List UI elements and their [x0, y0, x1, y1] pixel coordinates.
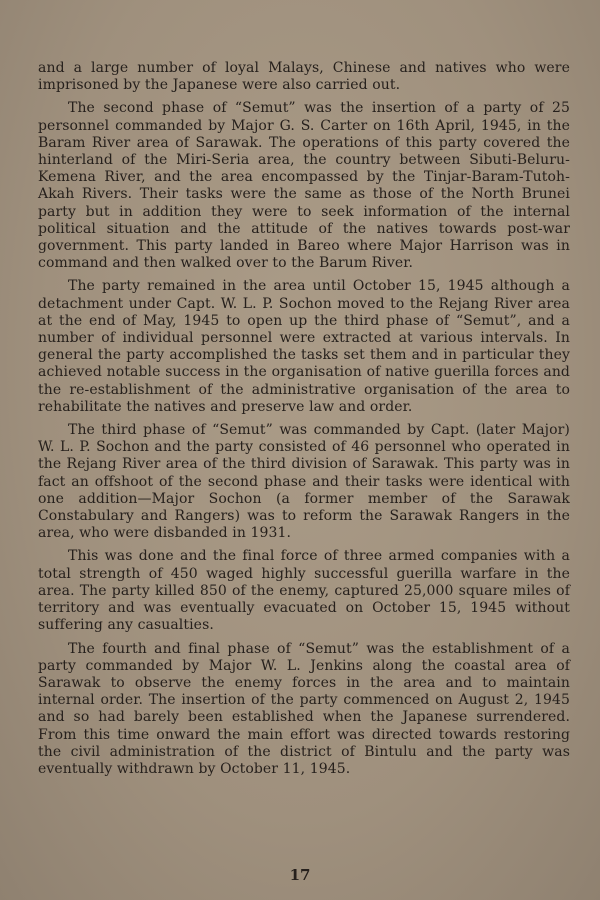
paragraph-continuation: and a large number of loyal Malays, Chinese and natives who were imprisoned by the Japanese were also carried out. [38, 60, 570, 94]
page-number: 17 [289, 866, 311, 884]
paragraph-fourth-phase: The fourth and final phase of “Semut” was the establishment of a party commanded by Major W. L. Jenkins along the coastal area of Sarawak to observe the enemy forces in the area and to maintain internal order. The insertion of the party commenced on August 2, 1945 and so had barely been established when the Japanese surrendered. From this time onward the main effort was directed towards restoring the civil administration of the district of Bintulu and the party was eventually withdrawn by October 11, 1945. [38, 640, 570, 777]
paragraph-second-phase: The second phase of “Semut” was the insertion of a party of 25 personnel commanded by Major G. S. Carter on 16th April, 1945, in the Baram River area of Sarawak. The operations of this party covered the hinterland of the Miri-Seria area, the country between Sibuti-Beluru-Kemena River, and the area encompassed by the Tinjar-Baram-Tutoh-Akah Rivers. Their tasks were the same as those of the North Brunei party but in addition they were to seek information of the internal political situation and the attitude of the natives towards post-war government. This party landed in Bareo where Major Harrison was in command and then walked over to the Barum River. [38, 100, 570, 272]
paragraph-final-force: This was done and the final force of three armed companies with a total strength of 450 waged highly successful guerilla warfare in the area. The party killed 850 of the enemy, captured 25,000 square miles of territory and was eventually evacuated on October 15, 1945 without suffering any casualties. [38, 548, 570, 634]
paragraph-party-remained: The party remained in the area until October 15, 1945 although a detachment under Capt. W. L. P. Sochon moved to the Rejang River area at the end of May, 1945 to open up the third phase of “Semut”, and a number of individual personnel were extracted at various intervals. In general the party accomplished the tasks set them and in particular they achieved notable success in the organisation of native guerilla forces and the re-establishment of the administrative organisation of the area to rehabilitate the natives and preserve law and order. [38, 278, 570, 415]
paragraph-third-phase: The third phase of “Semut” was commanded by Capt. (later Major) W. L. P. Sochon and the party consisted of 46 personnel who operated in the Rejang River area of the third division of Sarawak. This party was in fact an offshoot of the second phase and their tasks were identical with one addition—Major Sochon (a former member of the Sarawak Constabulary and Rangers) was to reform the Sarawak Rangers in the area, who were disbanded in 1931. [38, 422, 570, 542]
